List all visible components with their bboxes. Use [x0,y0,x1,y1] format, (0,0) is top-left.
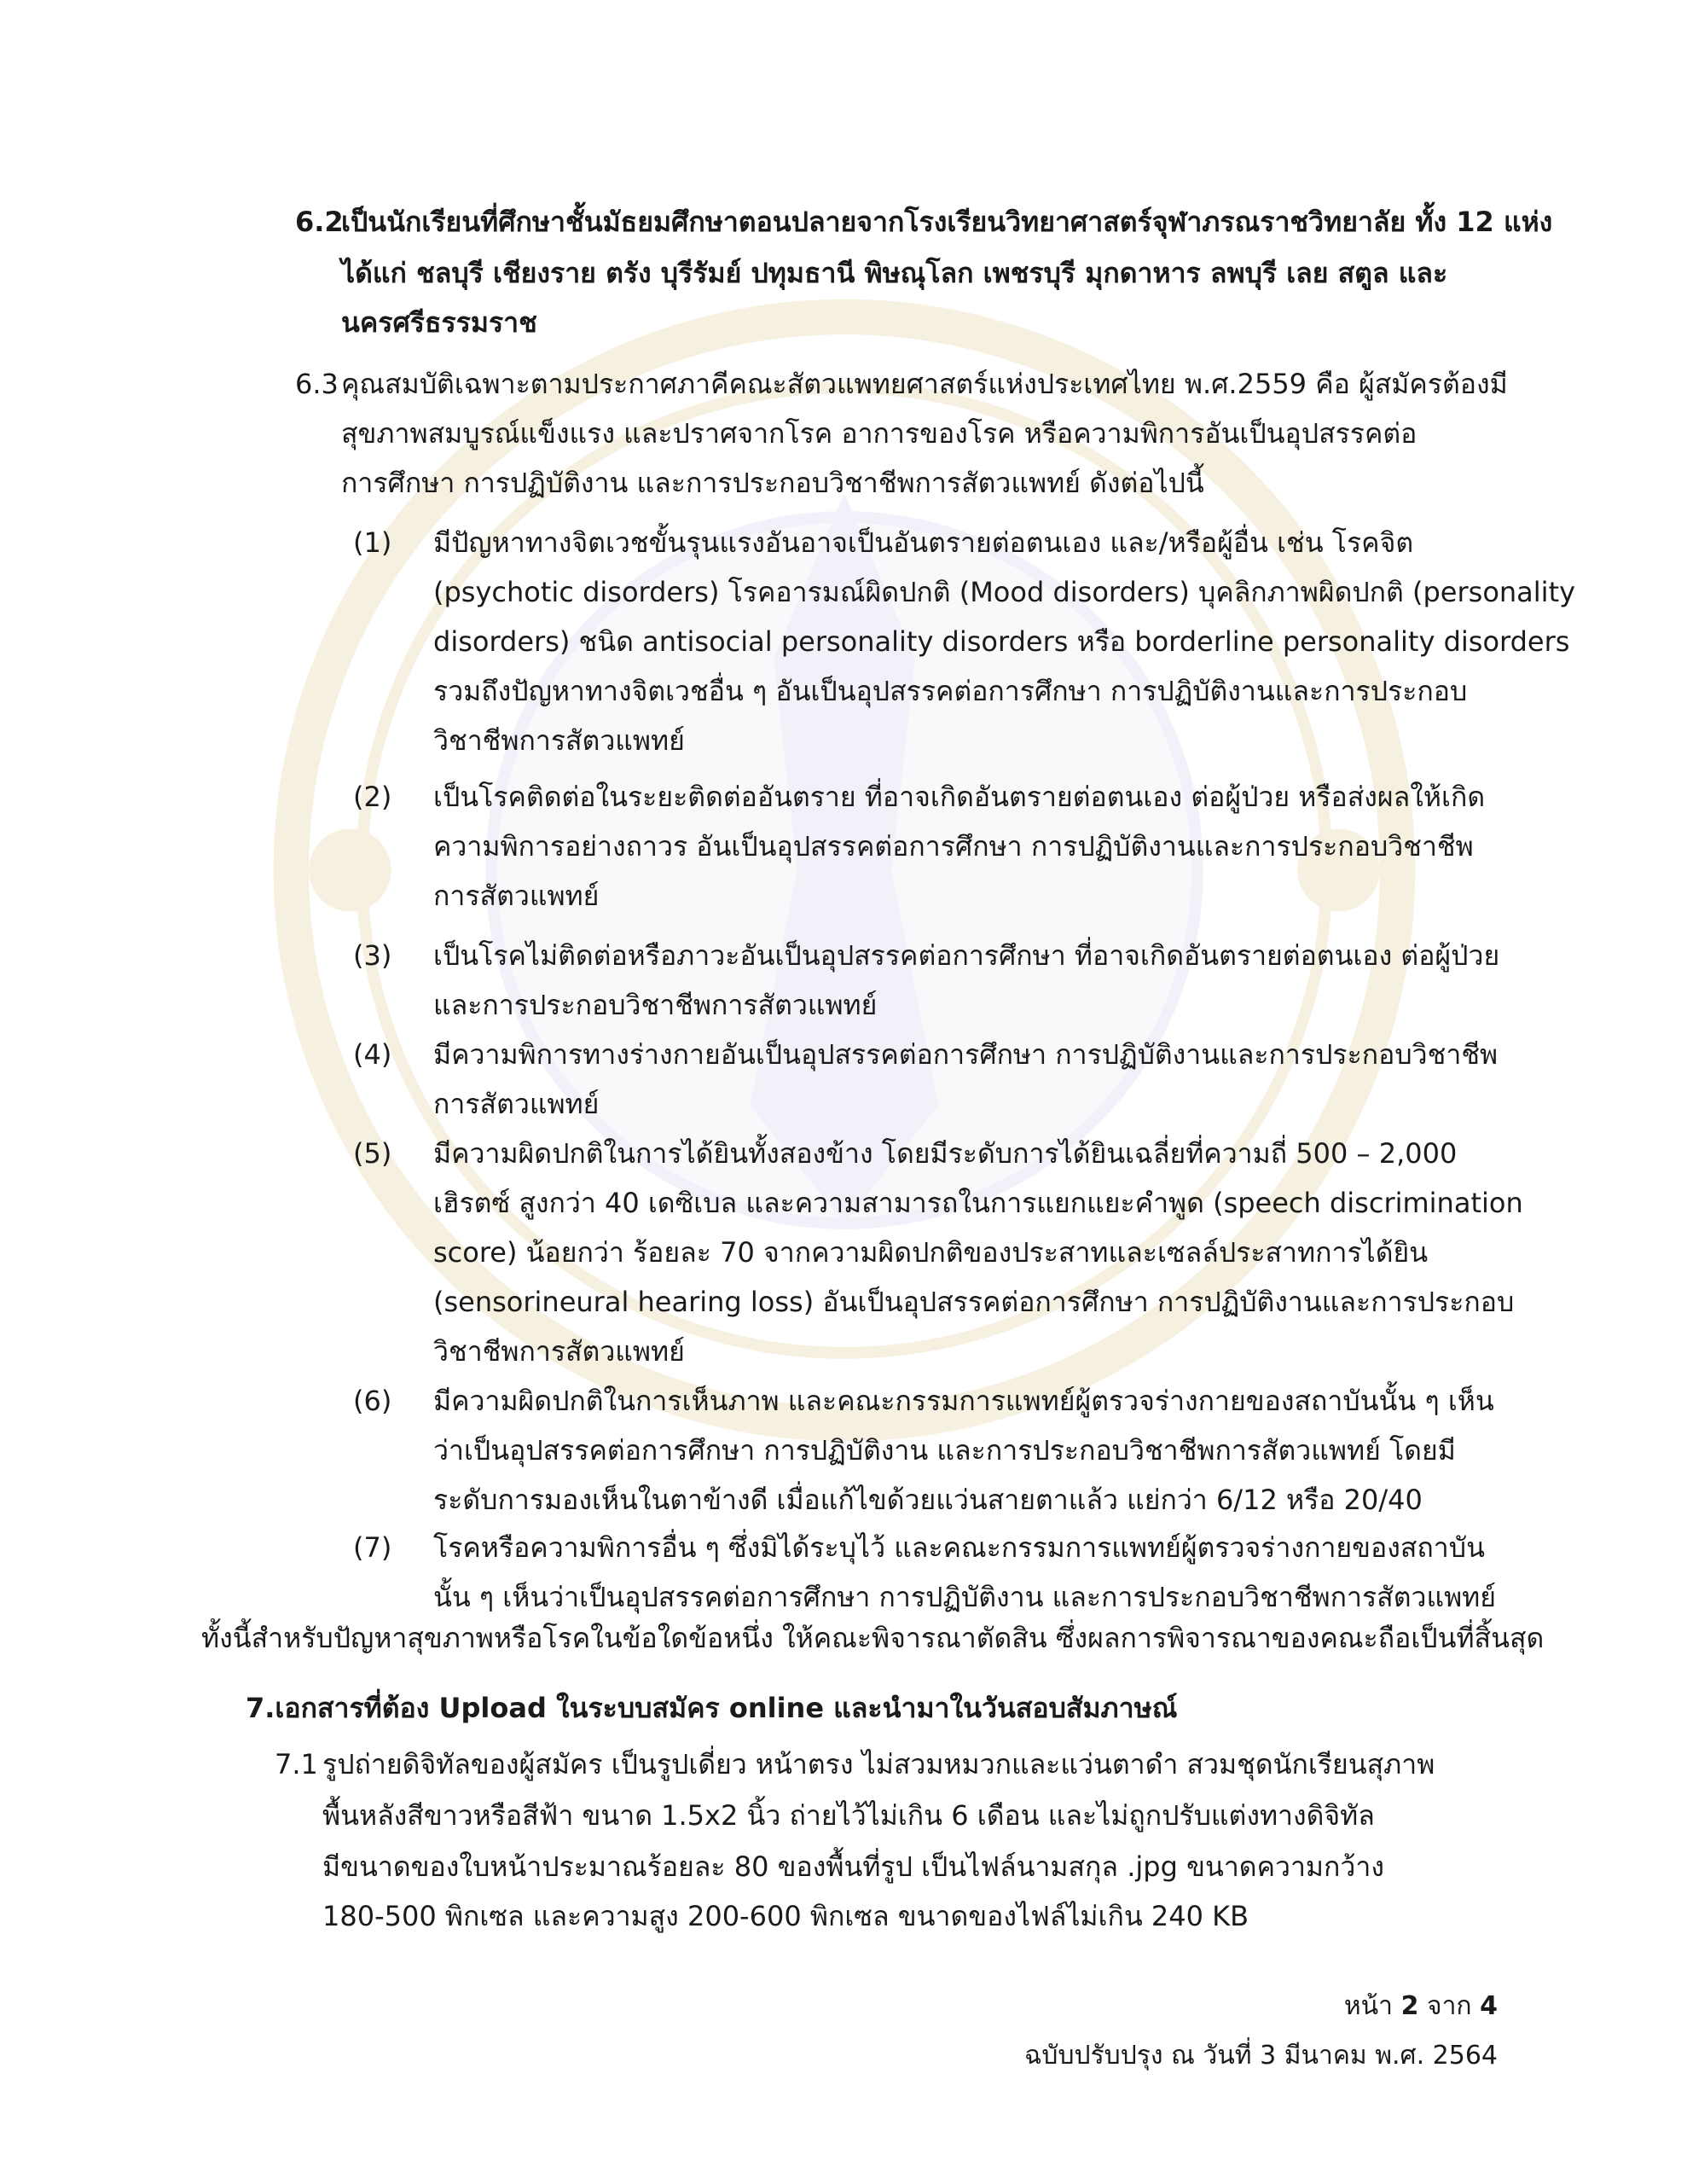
section-6-3-line-1: คุณสมบัติเฉพาะตามประกาศภาคีคณะสัตวแพทยศาสตร์แห่งประเทศไทย พ.ศ.2559 คือ ผู้สมัครต้องมี [341,368,1508,400]
section-7-1-line-1: รูปถ่ายดิจิทัลของผู้สมัคร เป็นรูปเดี่ยว หน้าตรง ไม่สวมหมวกและแว่นตาดำ สวมชุดนักเรียนสุภาพ [322,1748,1435,1780]
section-6-3-line-3: การศึกษา การปฏิบัติงาน และการประกอบวิชาชีพการสัตวแพทย์ ดังต่อไปนี้ [341,467,1204,499]
item-3-line-1: เป็นโรคไม่ติดต่อหรือภาวะอันเป็นอุปสรรคต่อการศึกษา ที่อาจเกิดอันตรายต่อตนเอง ต่อผู้ป่วย [433,939,1500,972]
page-number [1344,1989,1498,2024]
page-prefix: หน้า [1343,1991,1394,2021]
item-1-line-3: disorders) ชนิด antisocial personality disorders หรือ borderline personality disorders [433,625,1570,658]
section-7-heading: 7.เอกสารที่ต้อง Upload ในระบบสมัคร online และนำมาในวันสอบสัมภาษณ์ [246,1692,1178,1724]
item-4-number: (4) [353,1038,392,1071]
section-6-2-line-1: เป็นนักเรียนที่ศึกษาชั้นมัธยมศึกษาตอนปลายจากโรงเรียนวิทยาศาสตร์จุฬาภรณราชวิทยาลัย ทั้ง 12 แห่ง [341,206,1553,238]
item-5-line-3: score) น้อยกว่า ร้อยละ 70 จากความผิดปกติของประสาทและเซลล์ประสาทการได้ยิน [433,1236,1429,1269]
item-2-line-1: เป็นโรคติดต่อในระยะติดต่ออันตราย ที่อาจเกิดอันตรายต่อตนเอง ต่อผู้ป่วย หรือส่งผลให้เกิด [433,781,1486,813]
item-7-line-2: นั้น ๆ เห็นว่าเป็นอุปสรรคต่อการศึกษา การปฏิบัติงาน และการประกอบวิชาชีพการสัตวแพทย์ [433,1581,1496,1613]
item-1-number: (1) [353,526,392,559]
section-7-1-line-4: 180-500 พิกเซล และความสูง 200-600 พิกเซล ขนาดของไฟล์ไม่เกิน 240 KB [322,1900,1249,1932]
item-5-line-5: วิชาชีพการสัตวแพทย์ [433,1335,685,1368]
section-7-1-line-2: พื้นหลังสีขาวหรือสีฟ้า ขนาด 1.5x2 นิ้ว ถ่ายไว้ไม่เกิน 6 เดือน และไม่ถูกปรับแต่งทางดิจิทัล [322,1799,1375,1832]
item-7-line-1: โรคหรือความพิการอื่น ๆ ซึ่งมิได้ระบุไว้ และคณะกรรมการแพทย์ผู้ตรวจร่างกายของสถาบัน [433,1531,1485,1564]
item-6-line-1: มีความผิดปกติในการเห็นภาพ และคณะกรรมการแพทย์ผู้ตรวจร่างกายของสถาบันนั้น ๆ เห็น [433,1385,1494,1417]
item-5-number: (5) [353,1137,392,1170]
section-6-2-line-3: นครศรีธรรมราช [341,306,537,339]
item-2-number: (2) [353,781,392,813]
item-5-line-2: เฮิรตซ์ สูงกว่า 40 เดซิเบล และความสามารถในการแยกแยะคำพูด (speech discrimination [433,1187,1523,1219]
item-4-line-1: มีความพิการทางร่างกายอันเป็นอุปสรรคต่อการศึกษา การปฏิบัติงานและการประกอบวิชาชีพ [433,1038,1499,1071]
item-6-line-2: ว่าเป็นอุปสรรคต่อการศึกษา การปฏิบัติงาน และการประกอบวิชาชีพการสัตวแพทย์ โดยมี [433,1434,1456,1467]
section-7-1-number: 7.1 [275,1748,318,1780]
item-1-line-2: (psychotic disorders) โรคอารมณ์ผิดปกติ (Mood disorders) บุคลิกภาพผิดปกติ (personality [433,576,1576,608]
item-4-line-2: การสัตวแพทย์ [433,1088,600,1120]
item-1-line-5: วิชาชีพการสัตวแพทย์ [433,724,685,757]
item-2-line-2: ความพิการอย่างถาวร อันเป็นอุปสรรคต่อการศึกษา การปฏิบัติงานและการประกอบวิชาชีพ [433,830,1474,863]
page-total: 4 [1480,1991,1498,2021]
section-6-3-line-2: สุขภาพสมบูรณ์แข็งแรง และปราศจากโรค อาการของโรค หรือความพิการอันเป็นอุปสรรคต่อ [341,417,1417,450]
item-5-line-4: (sensorineural hearing loss) อันเป็นอุปสรรคต่อการศึกษา การปฏิบัติงานและการประกอบ [433,1286,1515,1318]
item-5-line-1: มีความผิดปกติในการได้ยินทั้งสองข้าง โดยมีระดับการได้ยินเฉลี่ยที่ความถี่ 500 – 2,000 [433,1137,1458,1170]
item-6-line-3: ระดับการมองเห็นในตาข้างดี เมื่อแก้ไขด้วยแว่นสายตาแล้ว แย่กว่า 6/12 หรือ 20/40 [433,1484,1423,1516]
item-1-line-1: มีปัญหาทางจิตเวชขั้นรุนแรงอันอาจเป็นอันตรายต่อตนเอง และ/หรือผู้อื่น เช่น โรคจิต [433,526,1414,559]
section-6-3-number: 6.3 [295,368,339,400]
page-of: จาก [1426,1991,1472,2021]
section-7-1-line-3: มีขนาดของใบหน้าประมาณร้อยละ 80 ของพื้นที่รูป เป็นไฟล์นามสกุล .jpg ขนาดความกว้าง [322,1850,1384,1883]
item-6-number: (6) [353,1385,392,1417]
section-6-2-number: 6.2 [295,206,344,238]
page-current: 2 [1400,1991,1419,2021]
item-3-number: (3) [353,939,392,972]
section-6-2-line-2: ได้แก่ ชลบุรี เชียงราย ตรัง บุรีรัมย์ ปทุมธานี พิษณุโลก เพชรบุรี มุกดาหาร ลพบุรี เลย สตูล และ [341,257,1448,289]
revision-date: ฉบับปรับปรุง ณ วันที่ 3 มีนาคม พ.ศ. 2564 [1024,2041,1498,2071]
item-1-line-4: รวมถึงปัญหาทางจิตเวชอื่น ๆ อันเป็นอุปสรรคต่อการศึกษา การปฏิบัติงานและการประกอบ [433,675,1468,707]
closing-statement: ทั้งนี้สำหรับปัญหาสุขภาพหรือโรคในข้อใดข้อหนึ่ง ให้คณะพิจารณาตัดสิน ซึ่งผลการพิจารณาของคณะถือเป็นที่สิ้นสุด [201,1622,1545,1654]
item-7-number: (7) [353,1531,392,1564]
item-2-line-3: การสัตวแพทย์ [433,880,600,912]
item-3-line-2: และการประกอบวิชาชีพการสัตวแพทย์ [433,989,878,1021]
